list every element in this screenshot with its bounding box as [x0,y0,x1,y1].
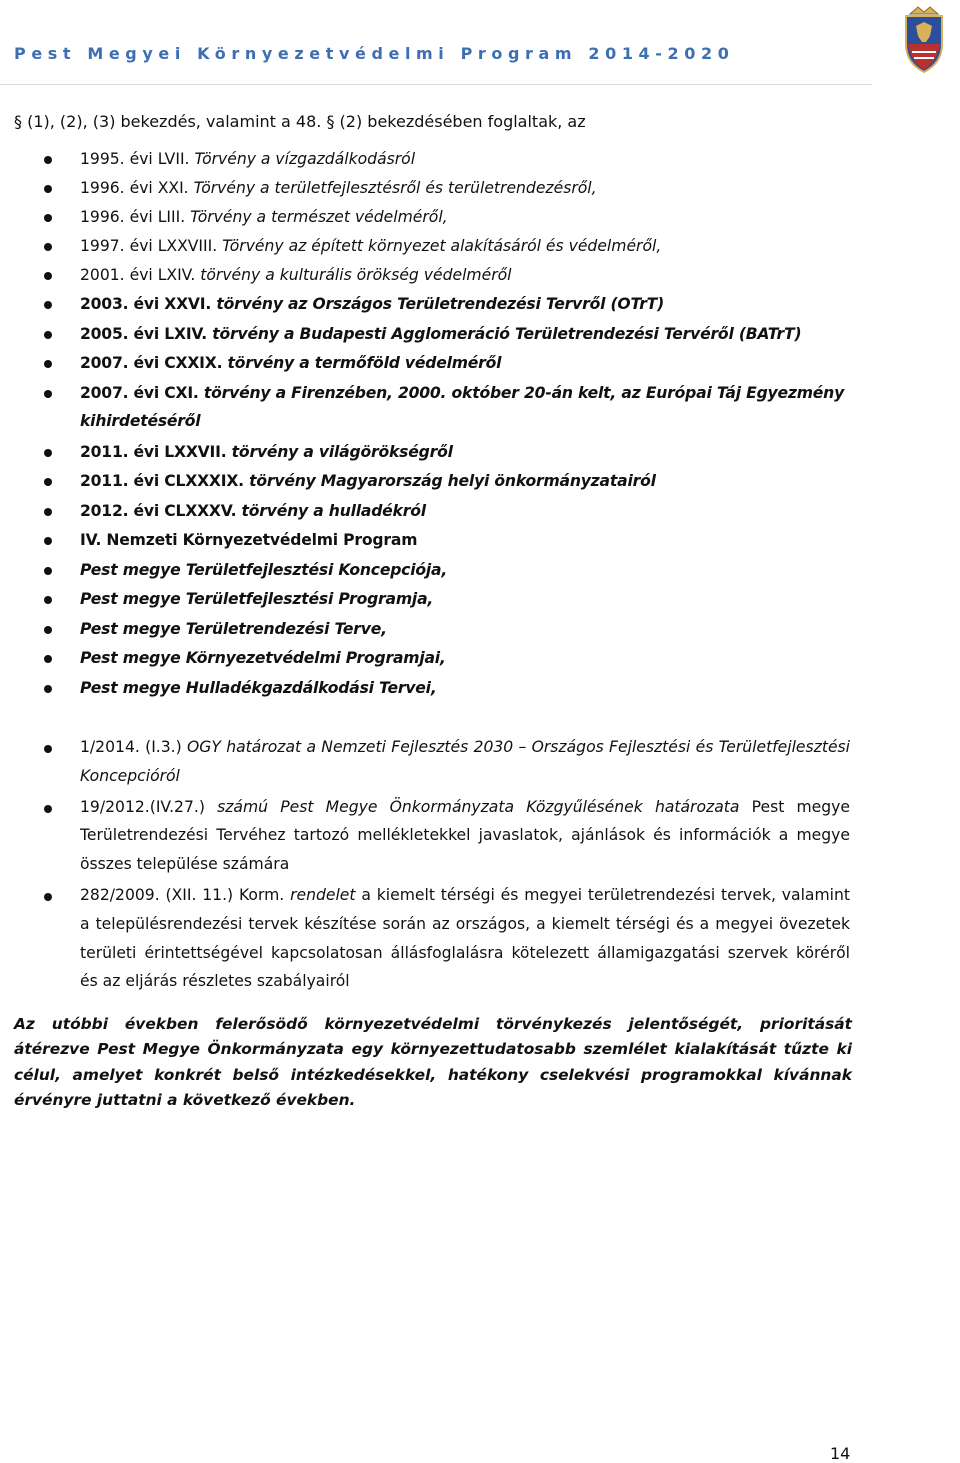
law-title: törvény a termőföld védelméről [222,354,502,372]
law-number: 1996. évi XXI. [80,179,189,197]
law-number: IV. [80,531,102,549]
law-title: Törvény a természet védelméről, [185,208,448,226]
list-item [0,614,960,644]
resolution-title: rendelet [284,885,356,904]
resolution-title: OGY határozat a Nemzeti Fejlesztés 2030 – Országos Fejlesztési és Területfejlesztési Koncepcióról [80,738,850,785]
law-number: 2007. évi CXXIX. [80,354,223,372]
law-title: Pest megye Területfejlesztési Koncepciója, [80,560,448,579]
list-item [0,144,960,173]
law-title: Pest megye Hulladékgazdálkodási Tervei, [80,678,437,697]
list-item [0,673,960,703]
law-title: törvény a hulladékról [236,501,426,520]
law-title: Törvény a vízgazdálkodásról [189,150,416,168]
bullet-icon [44,655,52,663]
coat-of-arms-icon [896,4,952,74]
bullet-icon [44,745,52,753]
law-number: 2001. évi LXIV. [80,266,196,284]
intro-paragraph [14,112,586,131]
law-title: törvény a kulturális örökség védelméről [195,266,512,284]
section-sign: § [14,112,22,131]
resolution-description: Pest megye Területrendezési Tervéhez tartozó mellékletekkel javaslatok, ajánlások és információk a megye összes települése számára [80,797,850,874]
bullet-icon [44,360,52,368]
list-item [0,348,960,378]
bullet-icon [44,596,52,604]
bullet-icon [44,537,52,545]
bullet-icon [44,478,52,486]
list-item [0,260,960,289]
law-title: Nemzeti Környezetvédelmi Program [101,531,418,549]
bullet-icon [44,156,52,164]
list-item [0,643,960,673]
bullet-icon [44,185,52,193]
list-item [0,496,960,526]
law-number: 1997. évi LXXVIII. [80,237,218,255]
header-title: Pest Megyei Környezetvédelmi Program 2014-2020 [14,44,735,63]
law-title: törvény a világörökségről [226,442,453,461]
bullet-icon [44,331,52,339]
bullet-icon [44,626,52,634]
bullet-icon [44,685,52,693]
intro-text: (1), (2), (3) bekezdés, valamint a 48. [27,112,322,131]
resolution-number: 19/2012.(IV.27.) [80,797,205,816]
bullet-icon [44,301,52,309]
law-title: törvény a Budapesti Agglomeráció Területrendezési Tervéről (BATrT) [207,324,802,343]
resolution-description: a kiemelt térségi és megyei területrendezési tervek, valamint a településrendezési tervek készítése során az országos, a kiemelt térségi és a megyei övezetek területi érintettségével kapcsolatosan állásfoglalásra kötelezett államigazgatási szervek köréről és az eljárás részletes szabályairól [80,885,850,991]
law-title: Törvény a területfejlesztésről és területrendezésről, [188,179,597,197]
list-item [0,319,960,349]
page-number: 14 [830,1444,851,1463]
bullet-icon [44,893,52,901]
law-number: 2003. évi XXVI. [80,295,212,313]
resolution-title: számú Pest Megye Önkormányzata Közgyűlésének határozata [204,797,740,816]
list-item [0,231,960,260]
law-title: törvény Magyarország helyi önkormányzatairól [243,472,656,490]
list-item [0,202,960,231]
bullet-icon [44,508,52,516]
law-number: 2011. évi LXXVII. [80,442,227,461]
law-title: törvény az Országos Területrendezési Tervről (OTrT) [211,295,665,313]
bullet-icon [44,805,52,813]
law-title: Pest megye Területfejlesztési Programja, [80,590,434,608]
list-item [0,525,960,555]
law-number: 2007. évi CXI. [80,383,199,402]
law-title: törvény a Firenzében, 2000. október 20-án kelt, az Európai Táj Egyezmény kihirdetéséről [80,383,845,430]
list-item [0,584,960,614]
law-number: 2011. évi CLXXXIX. [80,472,244,490]
page-header [0,0,872,85]
list-item [0,289,960,319]
list-item [0,173,960,202]
law-number: 1995. évi LVII. [80,150,190,168]
bullet-icon [44,449,52,457]
bullet-icon [44,214,52,222]
resolution-number: 282/2009. (XII. 11.) Korm. [80,885,285,904]
list-item [0,466,960,496]
conclusion-paragraph: Az utóbbi években felerősödő környezetvédelmi törvénykezés jelentőségét, prioritását átérezve Pest Megye Önkormányzata egy környezettudatosabb szemlélet kialakítását tűzte ki célul, amelyet konkrét belső intézkedésekkel, hatékony cselekvési programokkal kívánnak érvényre juttatni a következő években. [14,1015,852,1110]
list-item [0,733,960,791]
bullet-icon [44,272,52,280]
law-title: Törvény az épített környezet alakításáról és védelméről, [217,237,662,255]
law-title: Pest megye Területrendezési Terve, [80,619,387,638]
list-item [0,881,960,996]
legislation-list [0,144,960,702]
resolution-number: 1/2014. (I.3.) [80,738,182,756]
resolutions-list [0,733,960,998]
law-number: 2012. évi CLXXXV. [80,501,237,520]
list-item [0,378,960,437]
bullet-icon [44,243,52,251]
list-item [0,437,960,467]
list-item [0,793,960,879]
law-number: 2005. évi LXIV. [80,324,208,343]
law-title: Pest megye Környezetvédelmi Programjai, [80,649,446,667]
law-number: 1996. évi LIII. [80,208,186,226]
intro-text-2: (2) bekezdésében foglaltak, az [339,112,586,131]
section-sign: § [326,112,335,131]
bullet-icon [44,390,52,398]
list-item [0,555,960,585]
bullet-icon [44,567,52,575]
